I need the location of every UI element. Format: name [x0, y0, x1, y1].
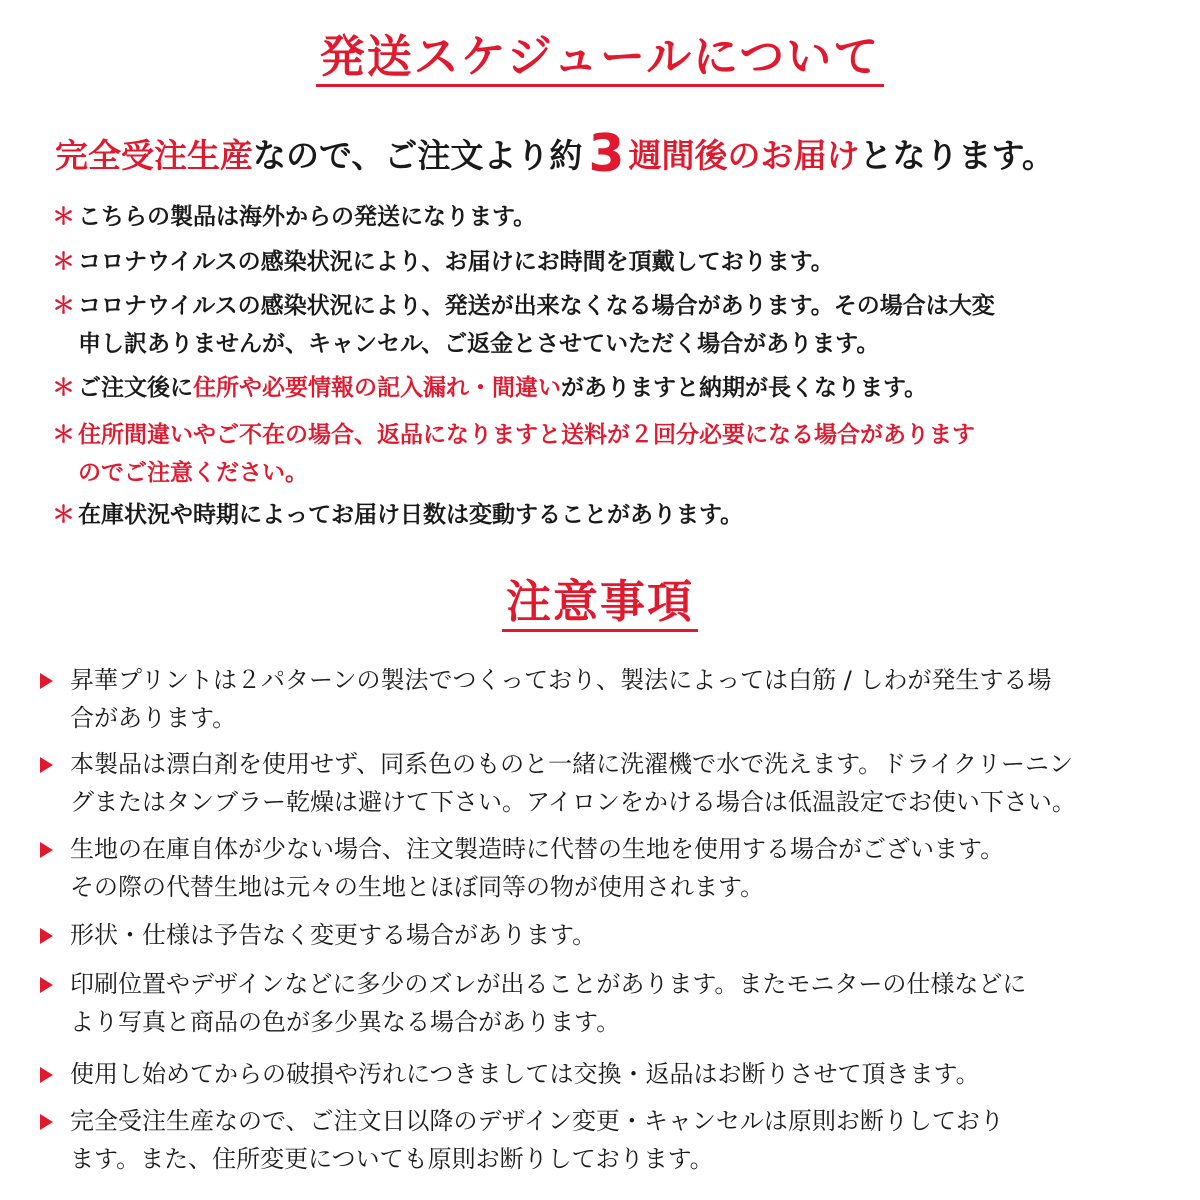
notice-item	[40, 661, 1170, 737]
notice-item-line2: その際の代替生地は元々の生地とほぼ同等の物が使用されます。	[70, 873, 765, 901]
notice-item-line2: より写真と商品の色が多少異なる場合があります。	[70, 1008, 621, 1036]
note-item	[52, 369, 1172, 407]
triangle-bullet-icon	[40, 1114, 53, 1130]
notice-title	[0, 575, 1200, 632]
triangle-bullet-icon	[40, 673, 53, 689]
note-item-warning	[52, 416, 1172, 492]
note-highlight: 住所や必要情報の記入漏れ・間違い	[193, 375, 561, 401]
lead-delivery: 週間後のお届け	[628, 136, 860, 175]
note-text: 在庫状況や時期によってお届け日数は変動することがあります。	[78, 502, 744, 528]
note-text: ご注文後に	[78, 375, 193, 401]
note-text: 住所間違いやご不在の場合、返品になりますと送料が２回分必要になる場合があります	[78, 422, 975, 448]
asterisk-icon: ＊	[52, 204, 75, 230]
note-text: コロナウイルスの感染状況により、発送が出来なくなる場合があります。その場合は大変	[78, 293, 995, 319]
schedule-lead	[55, 126, 1175, 184]
note-text: がありますと納期が長くなります。	[561, 375, 928, 401]
asterisk-icon: ＊	[52, 422, 75, 448]
asterisk-icon: ＊	[52, 249, 75, 275]
note-item	[52, 287, 1172, 363]
notice-item-line1: 印刷位置やデザインなどに多少のズレが出ることがあります。またモニターの仕様などに	[70, 970, 1027, 998]
notice-item	[40, 965, 1170, 1041]
triangle-bullet-icon	[40, 757, 53, 773]
note-item	[52, 243, 1172, 281]
triangle-bullet-icon	[40, 928, 53, 944]
note-text: コロナウイルスの感染状況により、お届けにお時間を頂戴しております。	[78, 249, 834, 275]
note-item	[52, 496, 1172, 534]
note-item	[52, 198, 1172, 236]
triangle-bullet-icon	[40, 842, 53, 858]
lead-made-to-order: 完全受注生産	[55, 136, 253, 175]
notice-item-line1: 完全受注生産なので、ご注文日以降のデザイン変更・キャンセルは原則お断りしており	[70, 1107, 1004, 1135]
notice-item	[40, 745, 1170, 821]
notice-item-line1: 本製品は漂白剤を使用せず、同系色のものと一緒に洗濯機で水で洗えます。ドライクリーニン	[70, 750, 1073, 778]
asterisk-icon: ＊	[52, 375, 75, 401]
notice-item	[40, 1055, 1170, 1093]
notice-item-line1: 形状・仕様は予告なく変更する場合があります。	[70, 921, 597, 949]
lead-text-1: なので、ご注文より約	[253, 136, 583, 175]
notice-item-line2: ます。また、住所変更についても原則お断りしております。	[70, 1145, 714, 1173]
asterisk-icon: ＊	[52, 502, 75, 528]
asterisk-icon: ＊	[52, 293, 75, 319]
notice-item-line1: 生地の在庫自体が少ない場合、注文製造時に代替の生地を使用する場合がございます。	[70, 835, 1005, 863]
notice-item-line1: 使用し始めてからの破損や汚れにつきましては交換・返品はお断りさせて頂きます。	[70, 1060, 980, 1088]
lead-text-2: となります。	[859, 136, 1055, 175]
triangle-bullet-icon	[40, 977, 53, 993]
note-text-line2: のでご注意ください。	[78, 460, 308, 486]
notice-title-text: 注意事項	[502, 575, 698, 632]
lead-weeks-number: 3	[588, 124, 625, 184]
notice-item-line2: 合があります。	[70, 704, 237, 732]
note-text: こちらの製品は海外からの発送になります。	[78, 204, 537, 230]
notice-item-line2: グまたはタンブラー乾燥は避けて下さい。アイロンをかける場合は低温設定でお使い下さい。	[70, 788, 1076, 816]
note-text-line2: 申し訳ありませんが、キャンセル、ご返金とさせていただく場合があります。	[78, 331, 880, 357]
schedule-title-text: 発送スケジュールについて	[316, 30, 884, 87]
notice-item	[40, 1102, 1170, 1178]
triangle-bullet-icon	[40, 1067, 53, 1083]
notice-item	[40, 830, 1170, 906]
notice-item-line1: 昇華プリントは２パターンの製法でつくっており、製法によっては白筋 / しわが発生する場	[70, 666, 1052, 694]
notice-item	[40, 916, 1170, 954]
schedule-title	[0, 30, 1200, 87]
